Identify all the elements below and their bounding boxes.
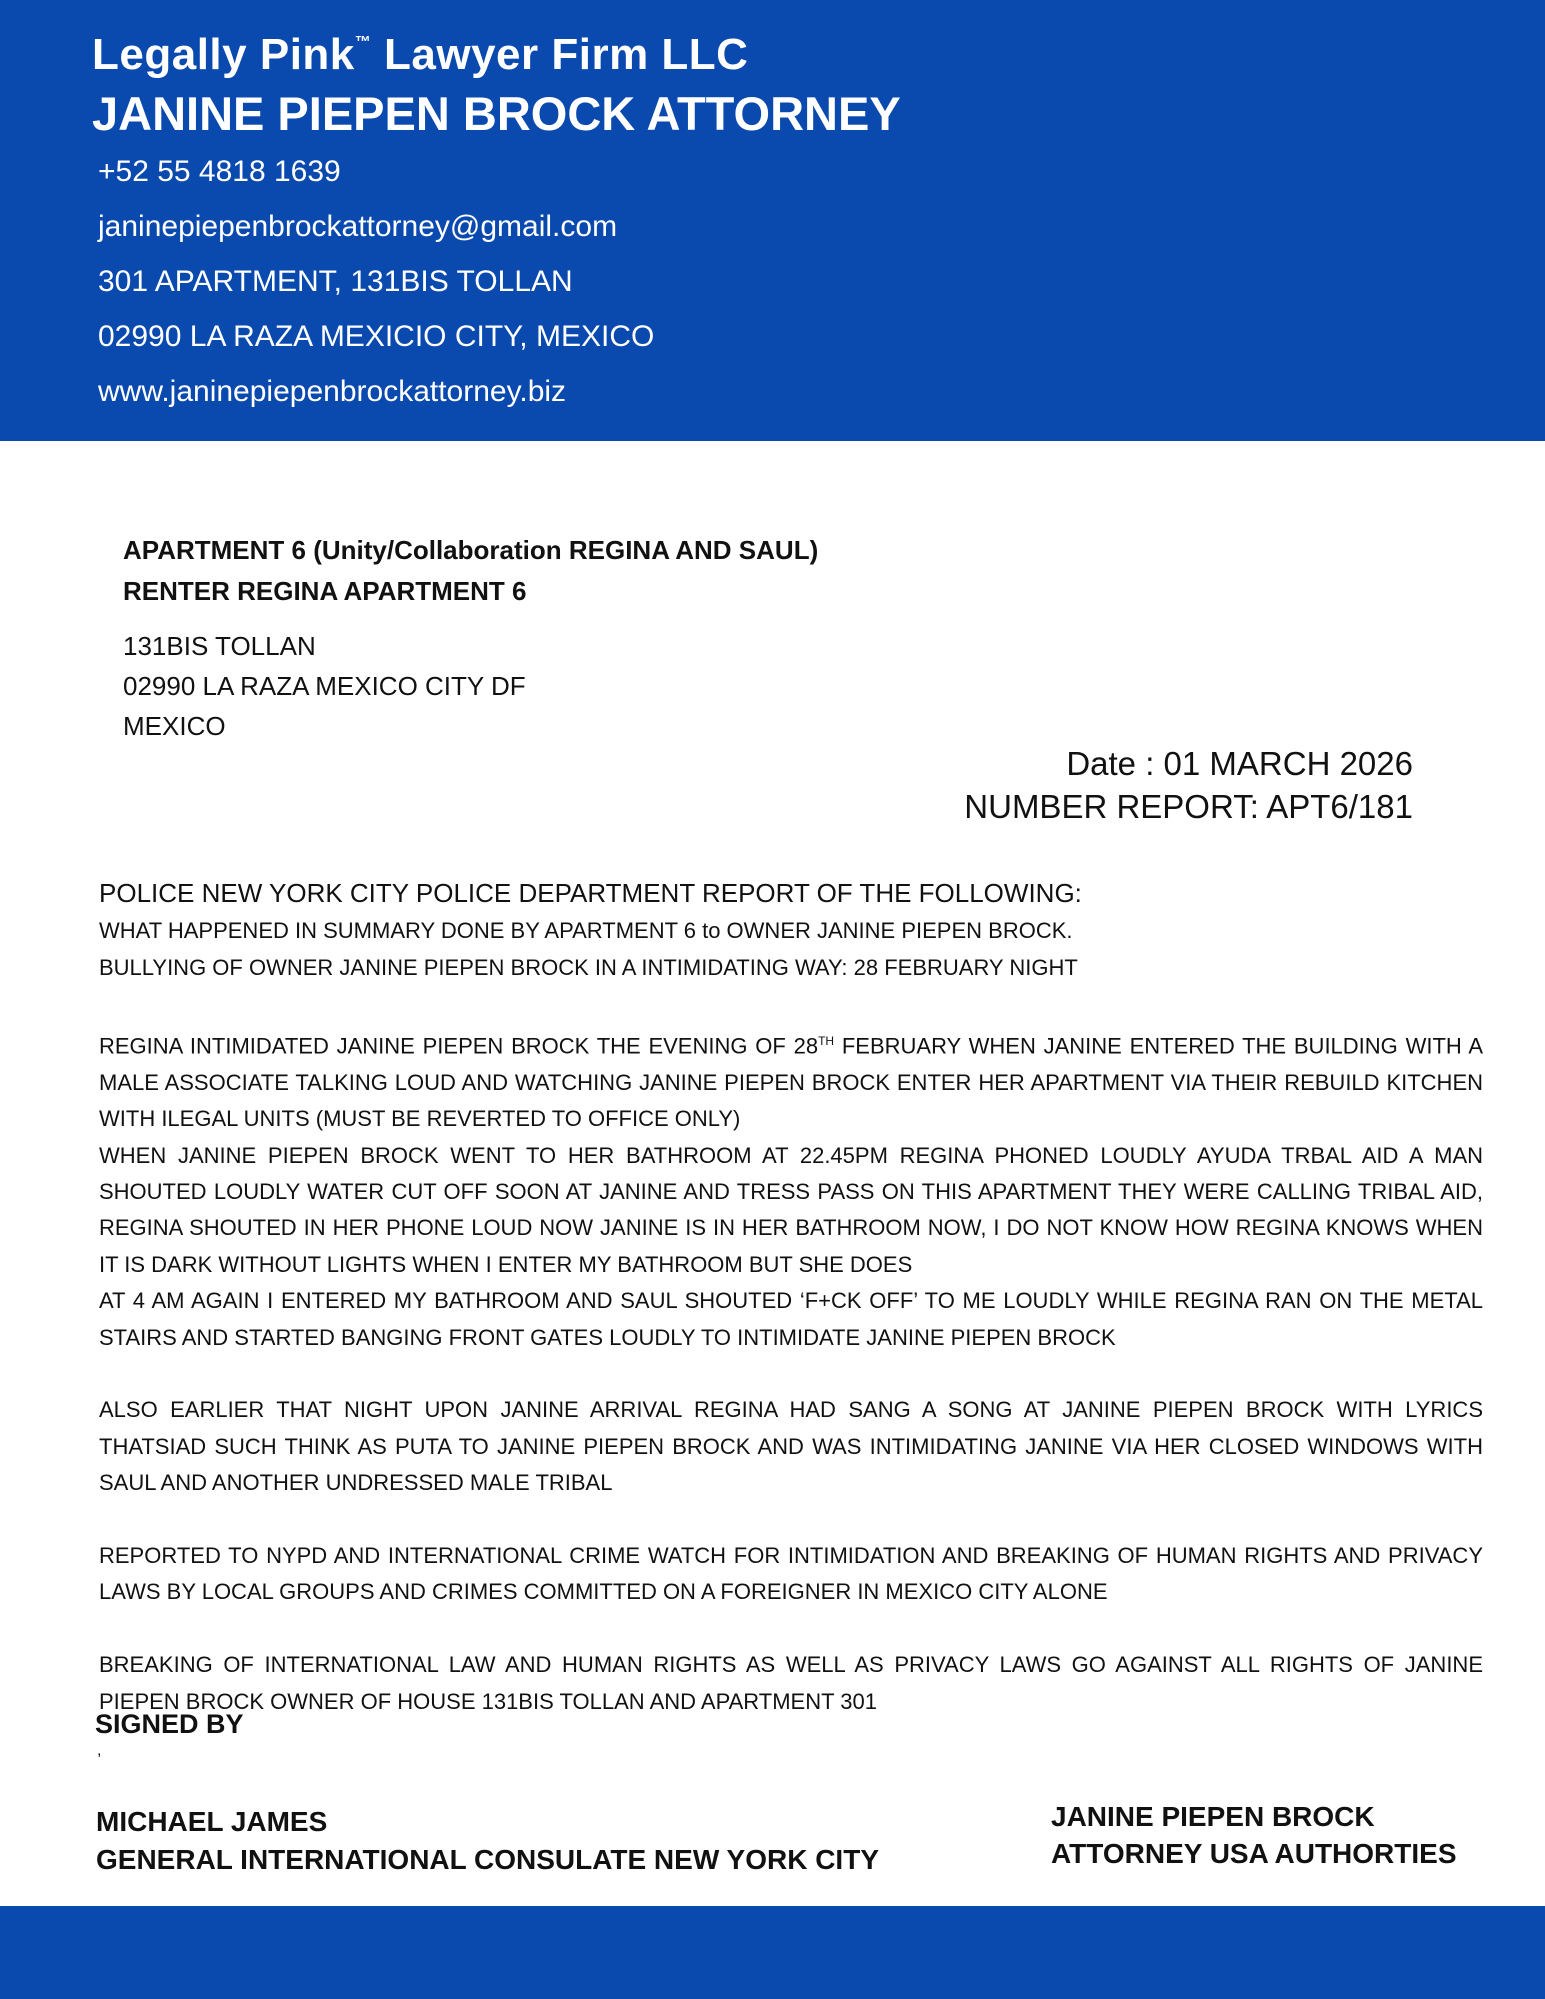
paragraph-reported: REPORTED TO NYPD AND INTERNATIONAL CRIME WATCH FOR INTIMIDATION AND BREAKING OF HUMAN RIGHTS AND PRIVACY LAWS BY LOCAL GROUPS AND CRIMES COMMITTED ON A FOREIGNER IN MEXICO CITY ALONE — [99, 1542, 1483, 1605]
signer-right-name: JANINE PIEPEN BROCK — [1051, 1801, 1375, 1832]
paragraph-4am: AT 4 AM AGAIN I ENTERED MY BATHROOM AND SAUL SHOUTED ‘F+CK OFF’ TO ME LOUDLY WHILE REGINA RAN ON THE METAL STAIRS AND STARTED BANGING FRONT GATES LOUDLY TO INTIMIDATE JANINE PIEPEN BROCK — [99, 1288, 1483, 1350]
firm-address-line2: 02990 LA RAZA MEXICIO CITY, MEXICO — [98, 320, 655, 353]
letterhead — [0, 0, 1545, 441]
trademark-mark: ™ — [354, 34, 372, 51]
footer-band — [0, 1906, 1545, 1999]
email-address: janinepiepenbrockattorney@gmail.com — [98, 210, 618, 243]
recipient-line1: APARTMENT 6 (Unity/Collaboration REGINA AND SAUL) — [123, 535, 819, 565]
report-number: NUMBER REPORT: APT6/181 — [964, 788, 1413, 825]
report-date: Date : 01 MARCH 2026 — [1066, 745, 1413, 782]
website: www.janinepiepenbrockattorney.biz — [98, 375, 567, 408]
recipient-address3: MEXICO — [123, 711, 226, 741]
signer-left-title: GENERAL INTERNATIONAL CONSULATE NEW YORK CITY — [96, 1844, 879, 1875]
paragraph-bathroom: WHEN JANINE PIEPEN BROCK WENT TO HER BATHROOM AT 22.45PM REGINA PHONED LOUDLY AYUDA TRBAL AID A MAN SHOUTED LOUDLY WATER CUT OFF SOON AT JANINE AND TRESS PASS ON THIS APARTMENT THEY WERE CALLING TRIBAL AID, REGINA SHOUTED IN HER PHONE LOUD NOW JANINE IS IN HER BATHROOM NOW, I DO NOT KNOW HOW REGINA KNOWS WHEN IT IS DARK WITHOUT LIGHTS WHEN I ENTER MY BATHROOM BUT SHE DOES — [99, 1142, 1483, 1277]
summary-line2: BULLYING OF OWNER JANINE PIEPEN BROCK IN A INTIMIDATING WAY: 28 FEBRUARY NIGHT — [99, 955, 1078, 980]
firm-name-suffix: Lawyer Firm LLC — [371, 30, 749, 79]
recipient-line2: RENTER REGINA APARTMENT 6 — [123, 576, 527, 606]
signed-by-label: SIGNED BY — [95, 1709, 244, 1739]
paragraph-incident — [99, 1023, 1483, 1138]
paragraph-song: ALSO EARLIER THAT NIGHT UPON JANINE ARRIVAL REGINA HAD SANG A SONG AT JANINE PIEPEN BROCK WITH LYRICS THATSIAD SUCH THINK AS PUTA TO JANINE PIEPEN BROCK AND WAS INTIMIDATING JANINE VIA HER CLOSED WINDOWS WITH SAUL AND ANOTHER UNDRESSED MALE TRIBAL — [99, 1397, 1483, 1496]
summary-line1: WHAT HAPPENED IN SUMMARY DONE BY APARTMENT 6 to OWNER JANINE PIEPEN BROCK. — [99, 918, 1073, 943]
signature-mark: , — [97, 1742, 102, 1759]
paragraph-breaking: BREAKING OF INTERNATIONAL LAW AND HUMAN RIGHTS AS WELL AS PRIVACY LAWS GO AGAINST ALL RIGHTS OF JANINE PIEPEN BROCK OWNER OF HOUSE 131BIS TOLLAN AND APARTMENT 301 — [99, 1652, 1483, 1714]
report-body — [99, 1023, 1483, 1756]
incident-text-rest: FEBRUARY WHEN JANINE ENTERED THE BUILDING WITH A MALE ASSOCIATE TALKING LOUD AND WATCHING JANINE PIEPEN BROCK ENTER HER APARTMENT VIA THEIR REBUILD KITCHEN WITH ILEGAL UNITS (MUST BE REVERTED TO OFFICE ONLY) — [99, 1033, 1483, 1132]
recipient-address1: 131BIS TOLLAN — [123, 631, 316, 661]
attorney-name: JANINE PIEPEN BROCK ATTORNEY — [92, 87, 901, 140]
firm-name — [92, 30, 748, 80]
signer-right-title: ATTORNEY USA AUTHORTIES — [1051, 1838, 1457, 1869]
report-title: POLICE NEW YORK CITY POLICE DEPARTMENT REPORT OF THE FOLLOWING: — [99, 878, 1082, 908]
recipient-address2: 02990 LA RAZA MEXICO CITY DF — [123, 671, 526, 701]
phone-number: +52 55 4818 1639 — [98, 155, 341, 188]
firm-name-main: Legally Pink — [92, 30, 355, 79]
signer-left-name: MICHAEL JAMES — [96, 1806, 328, 1837]
ordinal-suffix: TH — [818, 1034, 835, 1048]
incident-text-start: REGINA INTIMIDATED JANINE PIEPEN BROCK THE EVENING OF 28 — [99, 1033, 819, 1059]
firm-address-line1: 301 APARTMENT, 131BIS TOLLAN — [98, 265, 573, 298]
